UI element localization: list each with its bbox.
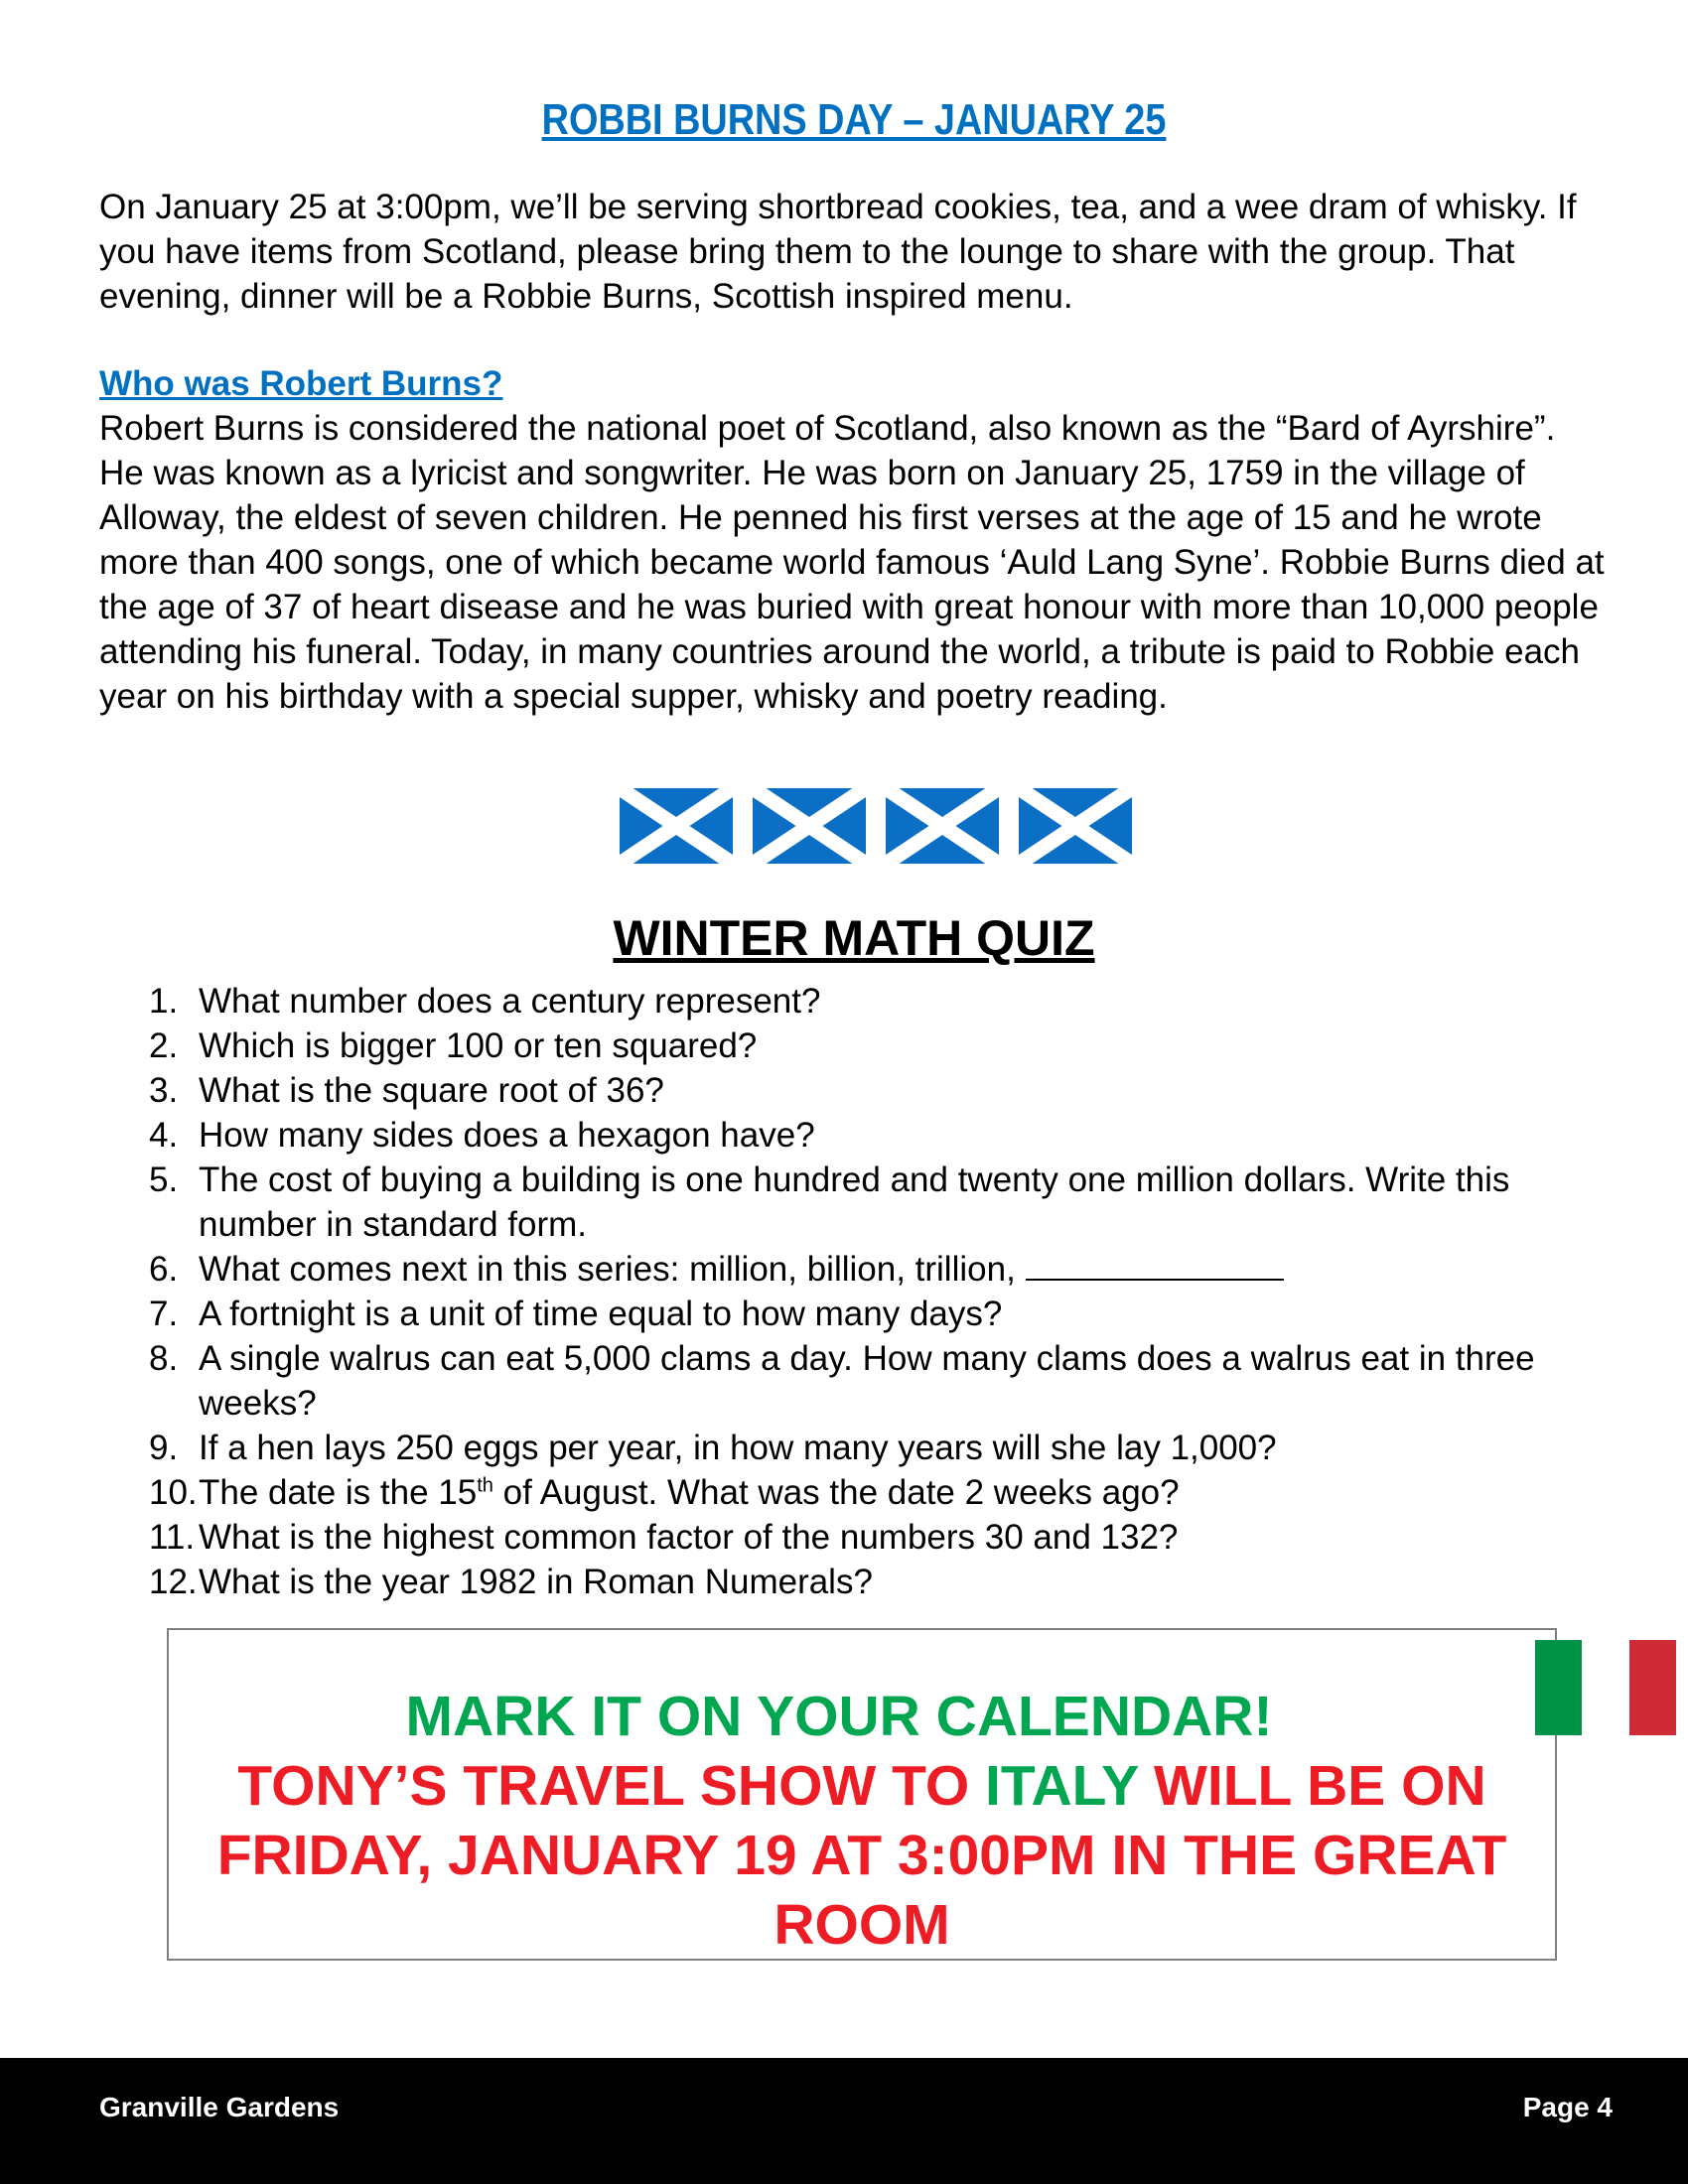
quiz-item-number: 2. [149,1026,179,1065]
quiz-item [149,1560,1609,1604]
quiz-item [149,1515,1609,1560]
quiz-list [149,979,1609,1604]
quiz-title: WINTER MATH QUIZ [613,910,1095,966]
quiz-item-number: 6. [149,1250,179,1289]
quiz-item [149,1113,1609,1158]
italy-flag-red-band [1629,1640,1676,1735]
quiz-item [149,1158,1609,1247]
quiz-item-text-before: The date is the 15 [199,1473,478,1512]
quiz-item-number: 8. [149,1339,179,1378]
italy-flag-green-band [1535,1640,1582,1735]
quiz-item [149,1247,1609,1292]
quiz-item [149,1292,1609,1336]
quiz-item-number: 11. [149,1518,196,1557]
quiz-item [149,1426,1609,1470]
page-title: ROBBI BURNS DAY – JANUARY 25 [541,95,1167,144]
quiz-item-text: A single walrus can eat 5,000 clams a day. How many clams does a walrus eat in three weeks? [199,1339,1535,1423]
quiz-item [149,1068,1609,1113]
quiz-item [149,979,1609,1024]
scotland-flag-icon [1019,788,1132,864]
quiz-item-number: 1. [149,982,179,1021]
footer-page-number: Page 4 [1522,2092,1613,2122]
quiz-item-text: Which is bigger 100 or ten squared? [199,1026,758,1065]
quiz-item-text: What number does a century represent? [199,982,821,1021]
quiz-item-number: 9. [149,1429,179,1467]
quiz-item-number: 4. [149,1116,179,1155]
quiz-item-text: A fortnight is a unit of time equal to how many days? [199,1295,1003,1333]
quiz-item-text [199,1247,1609,1292]
scotland-flag-icon [886,788,999,864]
ordinal-superscript: th [477,1474,493,1497]
quiz-item-text: What is the highest common factor of the numbers 30 and 132? [199,1518,1179,1557]
italy-flag-icon [1535,1640,1676,1735]
quiz-item-text: How many sides does a hexagon have? [199,1116,815,1155]
page-footer [0,2058,1688,2184]
burns-paragraph: Robert Burns is considered the national poet of Scotland, also known as the “Bard of Ayrshire”. He was known as a lyricist and songwriter. He was born on January 25, 1759 in the village of Alloway, the eldest of seven children. He penned his first verses at the age of 15 and he wrote more than 400 songs, one of which became world famous ‘Auld Lang Syne’. Robbie Burns died at the age of 37 of heart disease and he was buried with great honour with more than 10,000 people attending his funeral. Today, in many countries around the world, a tribute is paid to Robbie each year on his birthday with a special supper, whisky and poetry reading. [99,409,1605,716]
quiz-item-text: What is the year 1982 in Roman Numerals? [199,1563,873,1601]
scotland-flags [620,788,1132,864]
quiz-item-text [199,1470,1609,1515]
footer-organization: Granville Gardens [99,2092,340,2122]
scotland-flag-icon [620,788,733,864]
calendar-notice-box [167,1628,1557,1961]
quiz-item-number: 12. [149,1563,198,1601]
quiz-item-text-after: of August. What was the date 2 weeks ago? [492,1473,1180,1512]
quiz-item-number: 7. [149,1295,179,1333]
announcement-part1: TONY’S TRAVEL SHOW TO [237,1754,986,1818]
italy-flag-white-band [1582,1640,1628,1735]
quiz-item [149,1024,1609,1068]
quiz-item [149,1470,1609,1515]
quiz-item-text-main: What comes next in this series: million, billion, trillion, [199,1250,1026,1289]
quiz-item-text: If a hen lays 250 eggs per year, in how many years will she lay 1,000? [199,1429,1277,1467]
announcement-part2: WILL BE ON FRIDAY, JANUARY 19 AT 3:00PM IN THE GREAT ROOM [216,1754,1507,1957]
travel-show-announcement [169,1751,1555,1960]
quiz-item-number: 3. [149,1071,179,1110]
scotland-flag-icon [753,788,866,864]
quiz-item [149,1336,1609,1426]
burns-heading: Who was Robert Burns? [99,364,503,403]
answer-blank [1026,1249,1284,1281]
announcement-italy: ITALY [985,1754,1139,1818]
quiz-item-text: What is the square root of 36? [199,1071,664,1110]
intro-paragraph: On January 25 at 3:00pm, we’ll be serving shortbread cookies, tea, and a wee dram of whisky. If you have items from Scotland, please bring them to the lounge to share with the group. That evening, dinner will be a Robbie Burns, Scottish inspired menu. [99,188,1577,316]
quiz-item-number: 5. [149,1160,179,1199]
calendar-headline: MARK IT ON YOUR CALENDAR! [405,1685,1273,1748]
quiz-item-text: The cost of buying a building is one hundred and twenty one million dollars. Write this number in standard form. [199,1160,1510,1244]
quiz-item-number: 10. [149,1473,198,1512]
